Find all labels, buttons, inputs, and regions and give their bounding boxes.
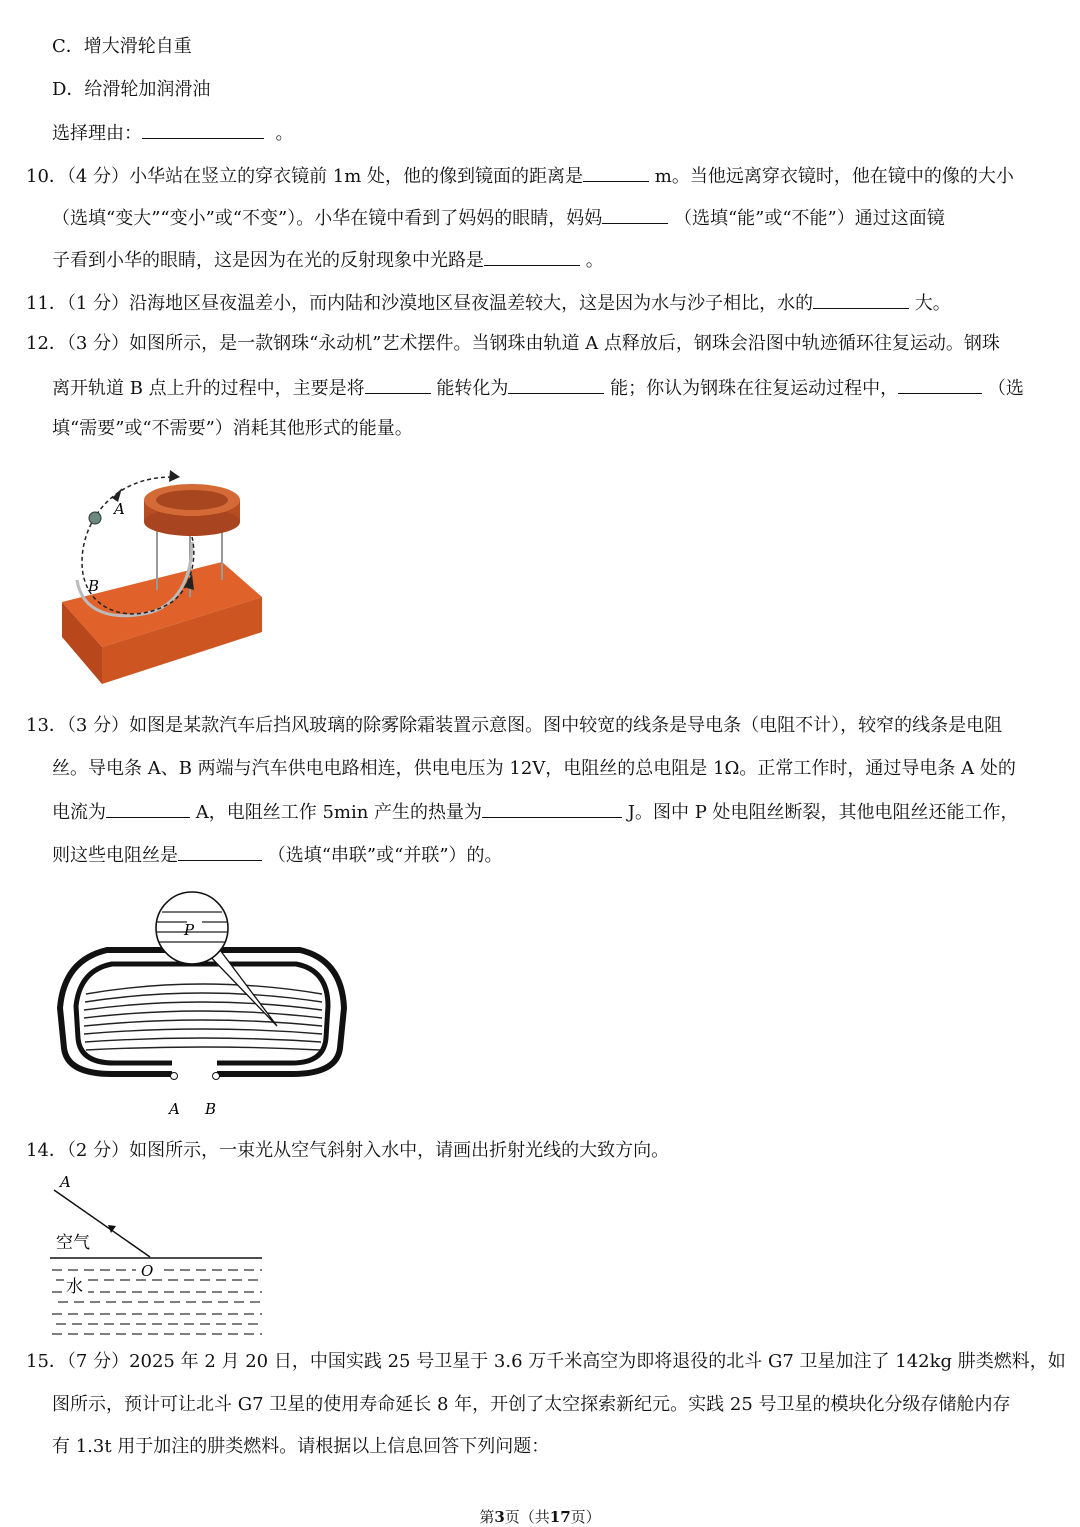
- page-number: 3: [494, 1508, 505, 1526]
- footer-text: 页）: [570, 1508, 601, 1526]
- q13-text: J。图中 P 处电阻丝断裂，其他电阻丝还能工作，: [622, 802, 1019, 823]
- footer-text: 页（共: [504, 1508, 550, 1526]
- q13-line-4: [52, 842, 503, 868]
- page-total: 17: [549, 1508, 571, 1526]
- reason-line: [52, 120, 293, 146]
- label-a: A: [169, 1100, 180, 1118]
- q10-text: （选填“变大”“变小”或“不变”）。小华在镜中看到了妈妈的眼睛，妈妈: [52, 208, 603, 229]
- q15-line-2: 图所示，预计可让北斗 G7 卫星的使用寿命延长 8 年，开创了太空探索新纪元。实践 25 号卫星的模块化分级存储舱内存: [52, 1394, 1011, 1415]
- label-a: A: [60, 1173, 71, 1191]
- rear-window-defroster-figure: [52, 888, 352, 1123]
- q15-line-1: 15．（7 分）2025 年 2 月 20 日，中国实践 25 号卫星于 3.6 万千米高空为即将退役的北斗 G7 卫星加注了 142kg 肼类燃料，如: [26, 1351, 1066, 1372]
- q10-line-3: [52, 247, 604, 273]
- q12-text: （选: [982, 378, 1024, 399]
- label-air: 空气: [56, 1233, 90, 1253]
- answer-blank[interactable]: [813, 290, 909, 309]
- q12-line-3: 填“需要”或“不需要”）消耗其他形式的能量。: [52, 418, 413, 439]
- label-water: 水: [66, 1277, 83, 1297]
- q12-line-2: [52, 375, 1024, 401]
- answer-blank[interactable]: [142, 120, 264, 139]
- q10-text: 10．（4 分）小华站在竖立的穿衣镜前 1m 处，他的像到镜面的距离是: [26, 166, 584, 187]
- q13-line-1: 13．（3 分）如图是某款汽车后挡风玻璃的除雾除霜装置示意图。图中较宽的线条是导电条（电阻不计），较窄的线条是电阻: [26, 715, 1003, 736]
- q10-text: m。当他远离穿衣镜时，他在镜中的像的大小: [649, 166, 1014, 187]
- q10-text: （选填“能”或“不能”）通过这面镜: [668, 208, 945, 229]
- perpetual-motion-figure: [52, 462, 272, 687]
- label-a: A: [114, 500, 125, 518]
- reason-end: 。: [275, 123, 294, 144]
- q11-text: 11．（1 分）沿海地区昼夜温差小，而内陆和沙漠地区昼夜温差较大，这是因为水与沙子相比，水的: [26, 293, 814, 314]
- answer-blank[interactable]: [178, 842, 262, 861]
- q13-line-2: 丝。导电条 A、B 两端与汽车供电电路相连，供电电压为 12V，电阻丝的总电阻是 1Ω。正常工作时，通过导电条 A 处的: [52, 758, 1016, 779]
- q10-line-1: [26, 163, 1014, 189]
- q12-text: 能；你认为钢珠在往复运动过程中，: [604, 378, 899, 399]
- q12-text: 离开轨道 B 点上升的过程中，主要是将: [52, 378, 365, 399]
- answer-blank[interactable]: [365, 375, 431, 394]
- page-footer: [0, 1506, 1080, 1527]
- q13-text: A，电阻丝工作 5min 产生的热量为: [190, 802, 483, 823]
- answer-blank[interactable]: [508, 375, 604, 394]
- label-b: B: [88, 577, 100, 595]
- q12-line-1: 12．（3 分）如图所示，是一款钢珠“永动机”艺术摆件。当钢珠由轨道 A 点释放后，钢珠会沿图中轨迹循环往复运动。钢珠: [26, 333, 1000, 354]
- reason-label: 选择理由：: [52, 123, 142, 144]
- answer-blank[interactable]: [484, 247, 580, 266]
- answer-blank[interactable]: [583, 163, 649, 182]
- q14-line: 14．（2 分）如图所示，一束光从空气斜射入水中，请画出折射光线的大致方向。: [26, 1140, 670, 1161]
- footer-text: 第: [479, 1508, 495, 1526]
- q11-line: [26, 290, 951, 316]
- q13-text: 电流为: [52, 802, 106, 823]
- answer-blank[interactable]: [106, 799, 190, 818]
- q15-line-3: 有 1.3t 用于加注的肼类燃料。请根据以上信息回答下列问题：: [52, 1436, 550, 1457]
- option-c: C．增大滑轮自重: [52, 36, 192, 57]
- q10-text: 。: [580, 250, 604, 271]
- q12-text: 能转化为: [430, 378, 509, 399]
- answer-blank[interactable]: [482, 799, 622, 818]
- label-o: O: [141, 1262, 154, 1280]
- q10-line-2: [52, 205, 945, 231]
- option-d: D．给滑轮加润滑油: [52, 79, 211, 100]
- q11-text: 大。: [909, 293, 951, 314]
- q10-text: 子看到小华的眼睛，这是因为在光的反射现象中光路是: [52, 250, 484, 271]
- refraction-figure: [46, 1168, 268, 1340]
- label-b: B: [205, 1100, 217, 1118]
- q13-text: 则这些电阻丝是: [52, 845, 178, 866]
- answer-blank[interactable]: [602, 205, 668, 224]
- q13-text: （选填“串联”或“并联”）的。: [262, 845, 503, 866]
- q13-line-3: [52, 799, 1019, 825]
- answer-blank[interactable]: [898, 375, 982, 394]
- label-p: P: [184, 921, 195, 939]
